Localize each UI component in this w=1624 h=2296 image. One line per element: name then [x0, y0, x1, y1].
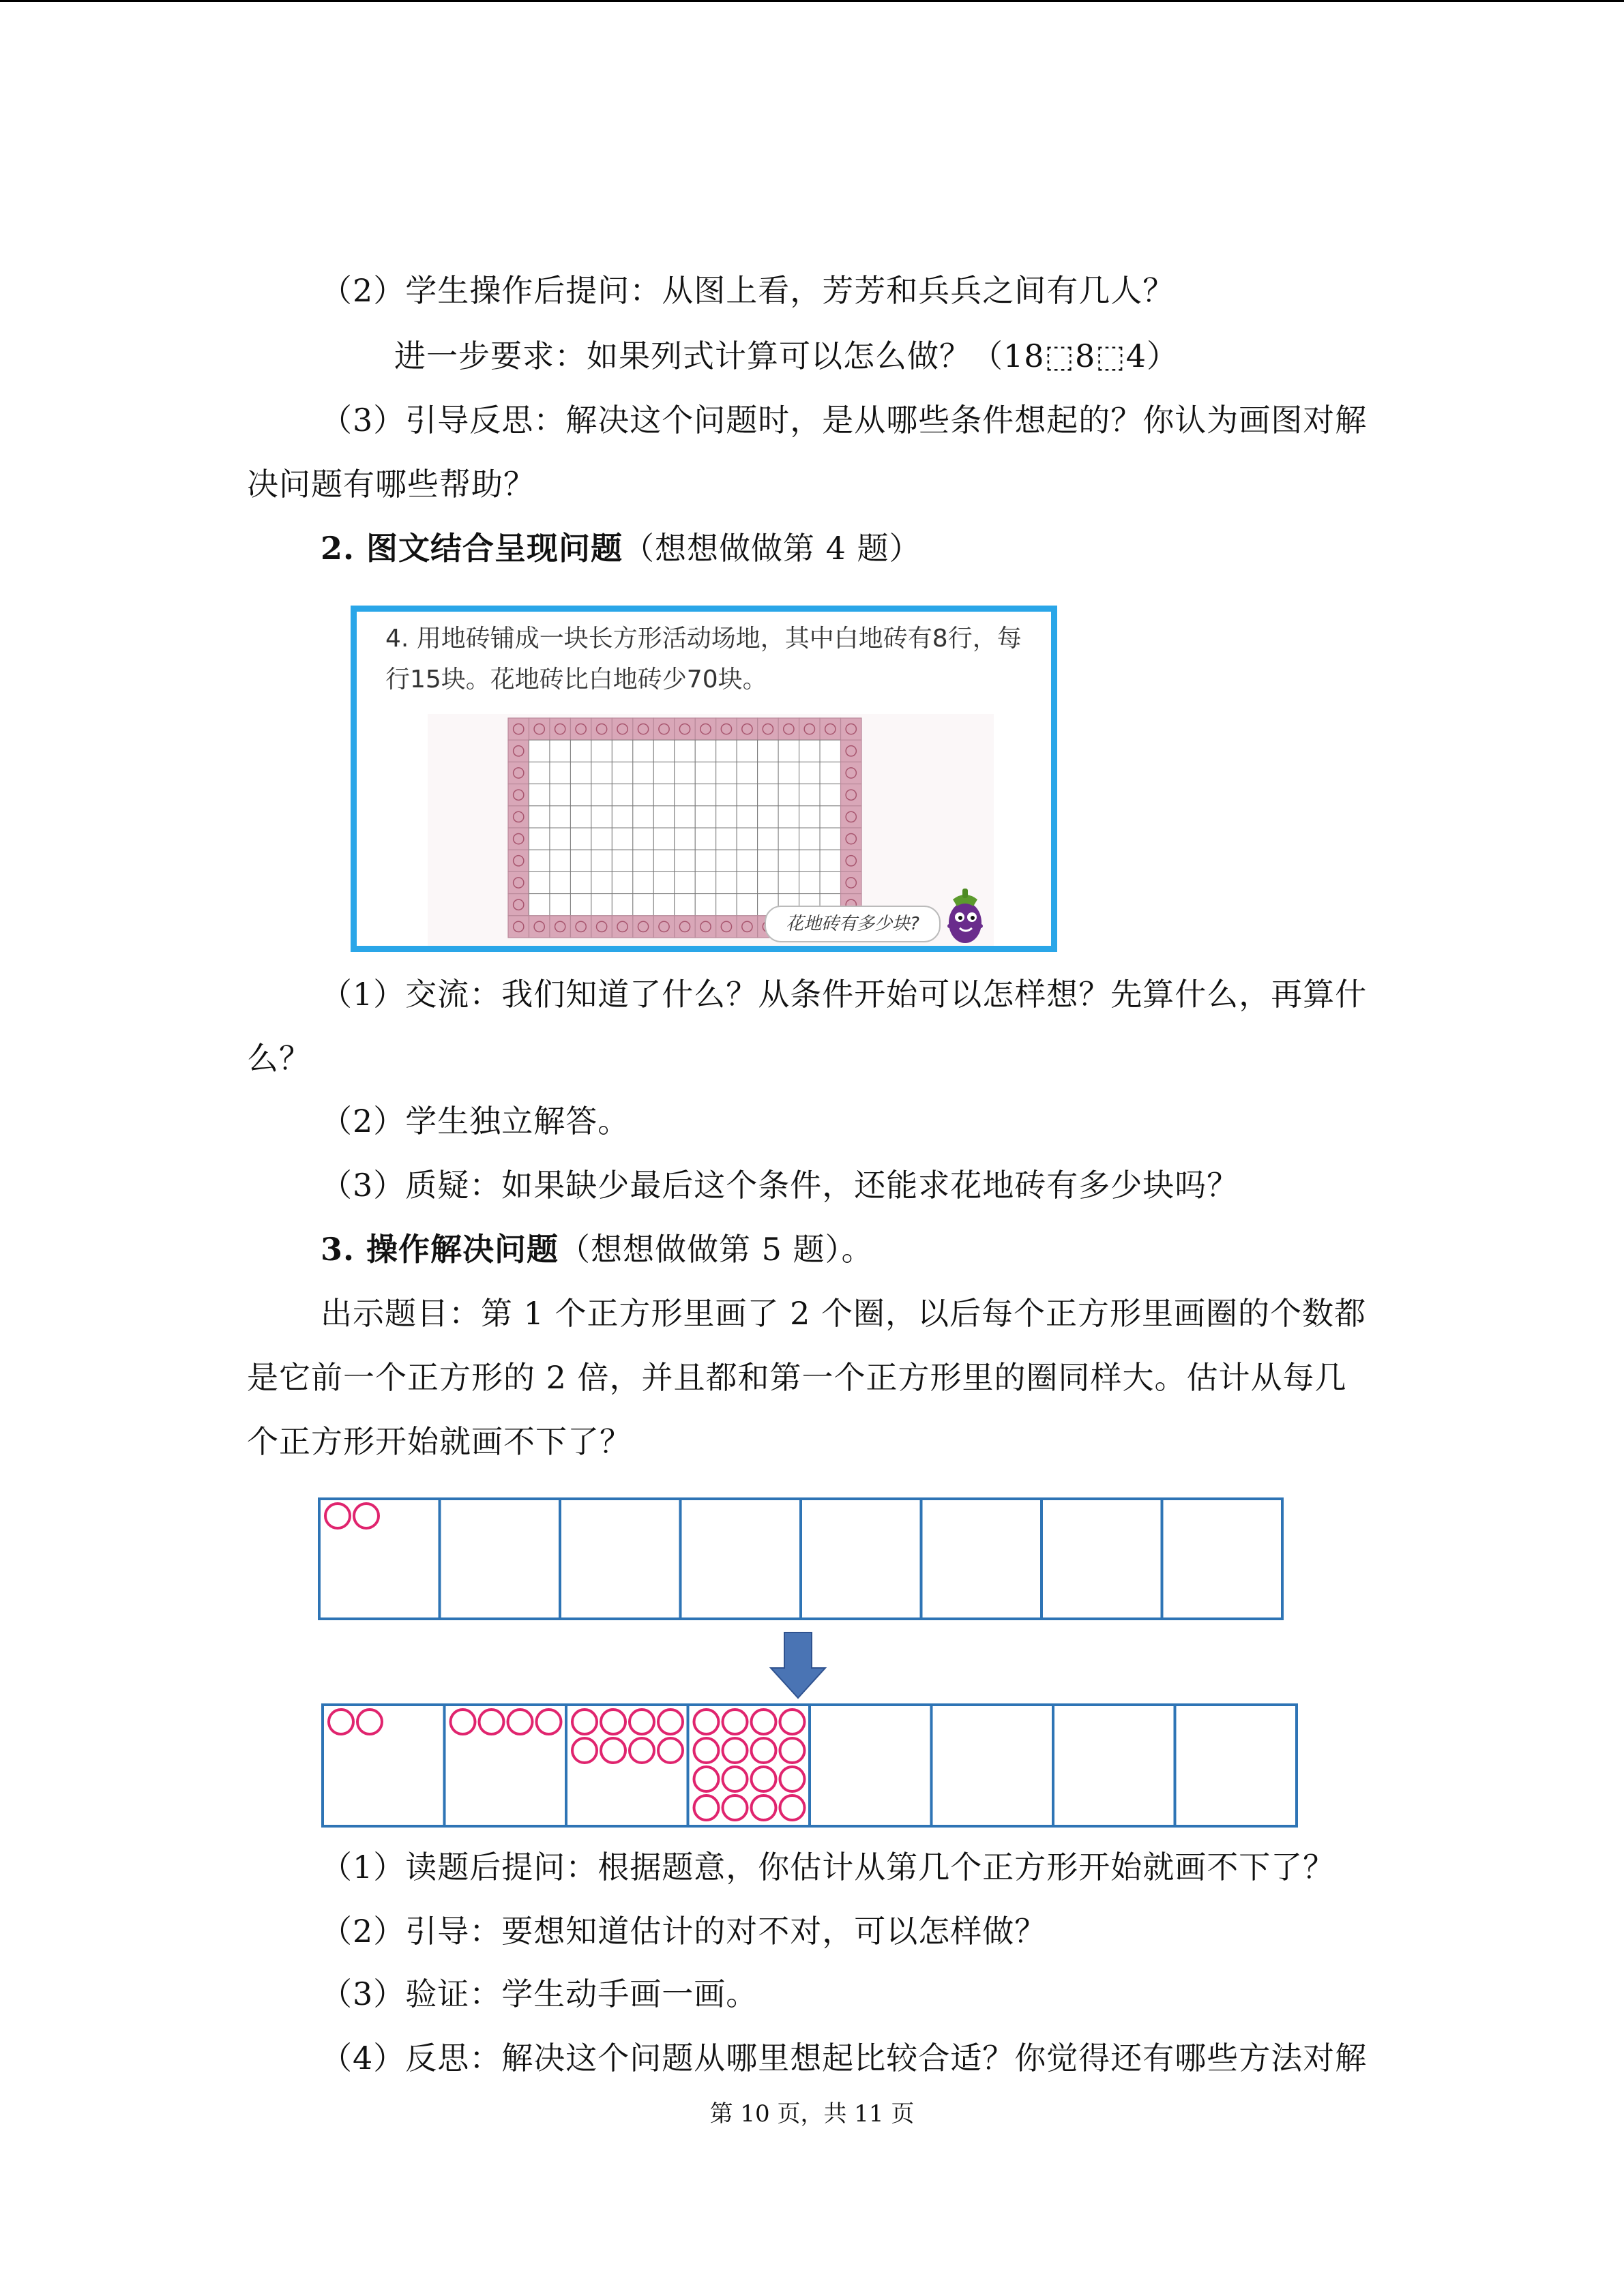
flower-tile — [758, 718, 778, 740]
flower-tile — [529, 916, 549, 938]
white-tile — [591, 871, 612, 893]
white-tile — [799, 806, 820, 828]
drawn-circle — [780, 1795, 805, 1820]
white-tile — [778, 871, 799, 893]
white-tile — [591, 762, 612, 784]
white-tile — [737, 828, 757, 850]
white-tile — [820, 740, 840, 762]
paragraph: （2）引导：要想知道估计的对不对，可以怎样做？ — [321, 1913, 1047, 1950]
flower-tile — [508, 828, 529, 850]
white-tile — [695, 762, 715, 784]
flower-tile — [841, 718, 861, 740]
drawn-circle — [329, 1710, 353, 1734]
flower-tile — [508, 871, 529, 893]
white-tile — [778, 784, 799, 806]
white-tile — [675, 762, 695, 784]
flower-tile — [716, 718, 737, 740]
drawn-circle — [630, 1738, 654, 1763]
white-tile — [737, 740, 757, 762]
white-tile — [653, 850, 674, 871]
white-tile — [529, 784, 549, 806]
drawn-circle — [694, 1767, 719, 1791]
drawn-circle — [752, 1767, 776, 1791]
white-tile — [633, 762, 653, 784]
drawn-circle — [601, 1738, 625, 1763]
drawn-circle — [723, 1738, 748, 1763]
white-tile — [675, 850, 695, 871]
white-tile — [820, 871, 840, 893]
drawn-circle — [694, 1710, 719, 1734]
white-tile — [653, 762, 674, 784]
problem-line: 行15块。花地砖比白地砖少70块。 — [385, 666, 767, 694]
drawn-circle — [357, 1710, 382, 1734]
white-tile — [737, 894, 757, 916]
white-tile — [653, 740, 674, 762]
paragraph: （2）学生独立解答。 — [321, 1103, 630, 1139]
white-tile — [778, 762, 799, 784]
flower-tile — [778, 718, 799, 740]
paragraph: （4）反思：解决这个问题从哪里想起比较合适？你觉得还有哪些方法对解 — [321, 2040, 1368, 2076]
problem-line: 4. 用地砖铺成一块长方形活动场地，其中白地砖有8行，每 — [385, 625, 1022, 653]
drawn-circle — [658, 1738, 683, 1763]
flower-tile — [841, 762, 861, 784]
drawn-circle — [752, 1738, 776, 1763]
white-tile — [653, 806, 674, 828]
white-tile — [675, 828, 695, 850]
tile-problem-figure — [351, 606, 1057, 952]
flower-tile — [841, 850, 861, 871]
section-note: （想想做做第 4 题） — [623, 530, 921, 567]
white-tile — [633, 828, 653, 850]
white-tile — [612, 740, 632, 762]
white-tile — [716, 850, 737, 871]
white-tile — [778, 828, 799, 850]
white-tile — [716, 806, 737, 828]
white-tile — [737, 784, 757, 806]
flower-tile — [508, 784, 529, 806]
white-tile — [758, 740, 778, 762]
flower-tile — [570, 916, 591, 938]
white-tile — [550, 806, 570, 828]
white-tile — [716, 784, 737, 806]
drawn-circle — [780, 1710, 805, 1734]
white-tile — [820, 828, 840, 850]
white-tile — [737, 871, 757, 893]
flower-tile — [841, 784, 861, 806]
white-tile — [550, 871, 570, 893]
section-title: 3. 操作解决问题 — [321, 1231, 559, 1268]
white-tile — [799, 784, 820, 806]
white-tile — [799, 850, 820, 871]
white-tile — [758, 871, 778, 893]
white-tile — [570, 871, 591, 893]
white-tile — [820, 762, 840, 784]
speech-bubble: 花地砖有多少块? — [765, 906, 941, 942]
white-tile — [633, 850, 653, 871]
drawn-circle — [780, 1738, 805, 1763]
page-footer: 第 10 页，共 11 页 — [709, 2100, 915, 2128]
drawn-circle — [508, 1710, 533, 1734]
white-tile — [570, 828, 591, 850]
flower-tile — [695, 718, 715, 740]
down-arrow-icon — [771, 1632, 825, 1698]
drawn-circle — [325, 1504, 350, 1528]
white-tile — [758, 762, 778, 784]
white-tile — [737, 762, 757, 784]
flower-tile — [612, 916, 632, 938]
flower-tile — [508, 806, 529, 828]
drawn-circle — [630, 1710, 654, 1734]
flower-tile — [550, 916, 570, 938]
white-tile — [737, 806, 757, 828]
white-tile — [799, 740, 820, 762]
flower-tile — [653, 916, 674, 938]
flower-tile — [841, 740, 861, 762]
white-tile — [737, 850, 757, 871]
drawn-circle — [694, 1738, 719, 1763]
white-tile — [570, 850, 591, 871]
drawn-circle — [780, 1767, 805, 1791]
white-tile — [570, 784, 591, 806]
white-tile — [695, 871, 715, 893]
white-tile — [695, 828, 715, 850]
white-tile — [591, 828, 612, 850]
flower-tile — [716, 916, 737, 938]
flower-tile — [508, 718, 529, 740]
paragraph: 是它前一个正方形的 2 倍，并且都和第一个正方形里的圈同样大。估计从每几 — [247, 1359, 1347, 1396]
white-tile — [550, 740, 570, 762]
flower-tile — [675, 916, 695, 938]
white-tile — [550, 850, 570, 871]
paragraph: （3）引导反思：解决这个问题时，是从哪些条件想起的？你认为画图对解 — [321, 402, 1368, 438]
white-tile — [758, 850, 778, 871]
white-tile — [570, 894, 591, 916]
white-tile — [675, 740, 695, 762]
drawn-circle — [572, 1738, 597, 1763]
flower-tile — [508, 850, 529, 871]
white-tile — [695, 850, 715, 871]
flower-tile — [653, 718, 674, 740]
white-tile — [633, 784, 653, 806]
white-tile — [529, 894, 549, 916]
drawn-circle — [537, 1710, 561, 1734]
white-tile — [758, 784, 778, 806]
white-tile — [633, 871, 653, 893]
section-heading — [321, 517, 1453, 580]
white-tile — [570, 762, 591, 784]
drawn-circle — [752, 1710, 776, 1734]
flower-tile — [820, 718, 840, 740]
drawn-circle — [572, 1710, 597, 1734]
white-tile — [758, 828, 778, 850]
white-tile — [675, 894, 695, 916]
flower-tile — [841, 806, 861, 828]
white-tile — [820, 850, 840, 871]
drawn-circle — [723, 1795, 748, 1820]
flower-tile — [799, 718, 820, 740]
white-tile — [529, 871, 549, 893]
top-rule — [0, 0, 1624, 2]
paragraph: （3）验证：学生动手画一画。 — [321, 1976, 758, 2012]
white-tile — [653, 784, 674, 806]
white-tile — [550, 784, 570, 806]
white-tile — [716, 762, 737, 784]
white-tile — [529, 828, 549, 850]
paragraph: （3）质疑：如果缺少最后这个条件，还能求花地砖有多少块吗？ — [321, 1167, 1239, 1204]
white-tile — [612, 762, 632, 784]
drawn-circle — [354, 1504, 379, 1528]
white-tile — [633, 740, 653, 762]
flower-tile — [508, 894, 529, 916]
flower-tile — [508, 762, 529, 784]
section-note: （想想做做第 5 题）。 — [559, 1231, 874, 1268]
flower-tile — [612, 718, 632, 740]
white-tile — [716, 871, 737, 893]
flower-tile — [737, 718, 757, 740]
white-tile — [612, 784, 632, 806]
section-title: 2. 图文结合呈现问题 — [321, 530, 623, 567]
drawn-circle — [479, 1710, 504, 1734]
white-tile — [570, 740, 591, 762]
bottom-row-squares — [323, 1705, 1297, 1826]
white-tile — [778, 806, 799, 828]
white-tile — [591, 894, 612, 916]
white-tile — [633, 894, 653, 916]
flower-tile — [695, 916, 715, 938]
flower-tile — [570, 718, 591, 740]
white-tile — [570, 806, 591, 828]
white-tile — [591, 806, 612, 828]
white-tile — [550, 762, 570, 784]
flower-tile — [591, 916, 612, 938]
white-tile — [778, 740, 799, 762]
flower-tile — [550, 718, 570, 740]
paragraph: （2）学生操作后提问：从图上看，芳芳和兵兵之间有几人？ — [321, 272, 1175, 309]
white-tile — [820, 784, 840, 806]
white-tile — [591, 784, 612, 806]
white-tile — [591, 740, 612, 762]
white-tile — [695, 740, 715, 762]
flower-tile — [591, 718, 612, 740]
drawn-circle — [601, 1710, 625, 1734]
white-tile — [695, 806, 715, 828]
white-tile — [799, 762, 820, 784]
paragraph: 进一步要求：如果列式计算可以怎么做？（18⬚8⬚4） — [394, 338, 1179, 374]
white-tile — [716, 828, 737, 850]
flower-tile — [529, 718, 549, 740]
white-tile — [633, 806, 653, 828]
flower-tile — [841, 871, 861, 893]
white-tile — [675, 871, 695, 893]
paragraph: 么？ — [247, 1040, 311, 1077]
white-tile — [550, 894, 570, 916]
drawn-circle — [694, 1795, 719, 1820]
flower-tile — [841, 828, 861, 850]
white-tile — [612, 828, 632, 850]
paragraph: 个正方形开始就画不下了？ — [247, 1423, 632, 1460]
white-tile — [799, 871, 820, 893]
drawn-circle — [451, 1710, 475, 1734]
flower-tile — [675, 718, 695, 740]
white-tile — [653, 871, 674, 893]
white-tile — [716, 894, 737, 916]
eggplant-mascot-icon — [938, 886, 992, 947]
white-tile — [675, 806, 695, 828]
white-tile — [653, 894, 674, 916]
white-tile — [695, 894, 715, 916]
white-tile — [758, 806, 778, 828]
white-tile — [529, 850, 549, 871]
top-row-squares — [319, 1499, 1282, 1619]
white-tile — [529, 762, 549, 784]
drawn-circle — [658, 1710, 683, 1734]
flower-tile — [508, 916, 529, 938]
flower-tile — [508, 740, 529, 762]
white-tile — [778, 850, 799, 871]
flower-tile — [633, 718, 653, 740]
white-tile — [799, 828, 820, 850]
drawn-circle — [752, 1795, 776, 1820]
white-tile — [675, 784, 695, 806]
drawn-circle — [723, 1767, 748, 1791]
flower-tile — [633, 916, 653, 938]
paragraph: （1）交流：我们知道了什么？从条件开始可以怎样想？先算什么，再算什 — [321, 976, 1368, 1013]
white-tile — [716, 740, 737, 762]
white-tile — [529, 740, 549, 762]
white-tile — [591, 850, 612, 871]
white-tile — [695, 784, 715, 806]
drawn-circle — [723, 1710, 748, 1734]
paragraph: （1）读题后提问：根据题意，你估计从第几个正方形开始就画不下了？ — [321, 1849, 1335, 1885]
paragraph: 决问题有哪些帮助？ — [247, 466, 535, 503]
flower-tile — [737, 916, 757, 938]
paragraph: 出示题目：第 1 个正方形里画了 2 个圈，以后每个正方形里画圈的个数都 — [321, 1295, 1367, 1332]
white-tile — [612, 871, 632, 893]
white-tile — [612, 806, 632, 828]
white-tile — [820, 806, 840, 828]
white-tile — [612, 894, 632, 916]
section-heading — [321, 1218, 1453, 1281]
white-tile — [529, 806, 549, 828]
white-tile — [653, 828, 674, 850]
white-tile — [612, 850, 632, 871]
white-tile — [550, 828, 570, 850]
